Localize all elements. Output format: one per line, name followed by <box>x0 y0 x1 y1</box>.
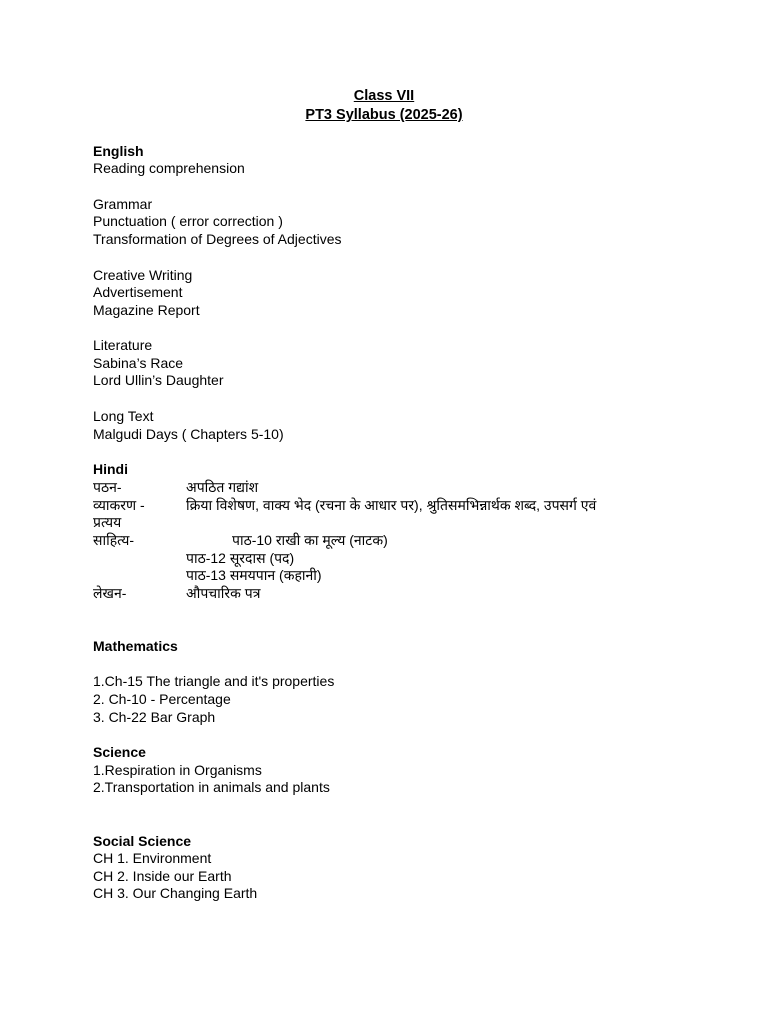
literature-heading: Literature <box>93 337 153 353</box>
writing-item: Magazine Report <box>93 302 200 318</box>
hindi-row-text: पाठ-10 राखी का मूल्य (नाटक) <box>232 532 388 548</box>
hindi-heading: Hindi <box>93 461 128 477</box>
hindi-row-text: क्रिया विशेषण, वाक्य भेद (रचना के आधार पर), श्रुतिसमभिन्नार्थक शब्द, उपसर्ग एवं <box>186 497 597 513</box>
writing-item: Advertisement <box>93 284 183 300</box>
mathematics-item: 3. Ch-22 Bar Graph <box>93 709 216 725</box>
syllabus-title: PT3 Syllabus (2025-26) <box>305 107 463 123</box>
science-item: 1.Respiration in Organisms <box>93 762 262 778</box>
literature-item: Sabina’s Race <box>93 355 184 371</box>
science-item: 2.Transportation in animals and plants <box>93 779 330 795</box>
hindi-row-text: औपचारिक पत्र <box>186 585 261 601</box>
mathematics-item: 2. Ch-10 - Percentage <box>93 691 231 707</box>
literature-item: Lord Ullin’s Daughter <box>93 372 224 388</box>
science-heading: Science <box>93 744 146 760</box>
social-science-item: CH 3. Our Changing Earth <box>93 885 258 901</box>
hindi-row-label: साहित्य- <box>93 532 134 548</box>
social-science-item: CH 2. Inside our Earth <box>93 868 232 884</box>
social-science-heading: Social Science <box>93 833 192 849</box>
mathematics-item: 1.Ch-15 The triangle and it's properties <box>93 673 335 689</box>
grammar-item: Transformation of Degrees of Adjectives <box>93 231 342 247</box>
long-text-item: Malgudi Days ( Chapters 5-10) <box>93 426 284 442</box>
english-heading: English <box>93 143 144 159</box>
writing-heading: Creative Writing <box>93 267 193 283</box>
mathematics-heading: Mathematics <box>93 638 178 654</box>
hindi-row-text: पाठ-12 सूरदास (पद) <box>186 550 295 566</box>
class-title: Class VII <box>353 88 415 104</box>
hindi-row-text: अपठित गद्यांश <box>186 479 259 495</box>
social-science-item: CH 1. Environment <box>93 850 212 866</box>
english-reading: Reading comprehension <box>93 160 245 176</box>
hindi-row-label: व्याकरण - <box>93 497 145 513</box>
hindi-row-text: पाठ-13 समयपान (कहानी) <box>186 567 322 583</box>
hindi-row-label: प्रत्यय <box>93 514 122 530</box>
long-text-heading: Long Text <box>93 408 154 424</box>
grammar-heading: Grammar <box>93 196 153 212</box>
grammar-item: Punctuation ( error correction ) <box>93 213 283 229</box>
hindi-row-label: पठन- <box>93 479 122 495</box>
hindi-row-label: लेखन- <box>93 585 127 601</box>
